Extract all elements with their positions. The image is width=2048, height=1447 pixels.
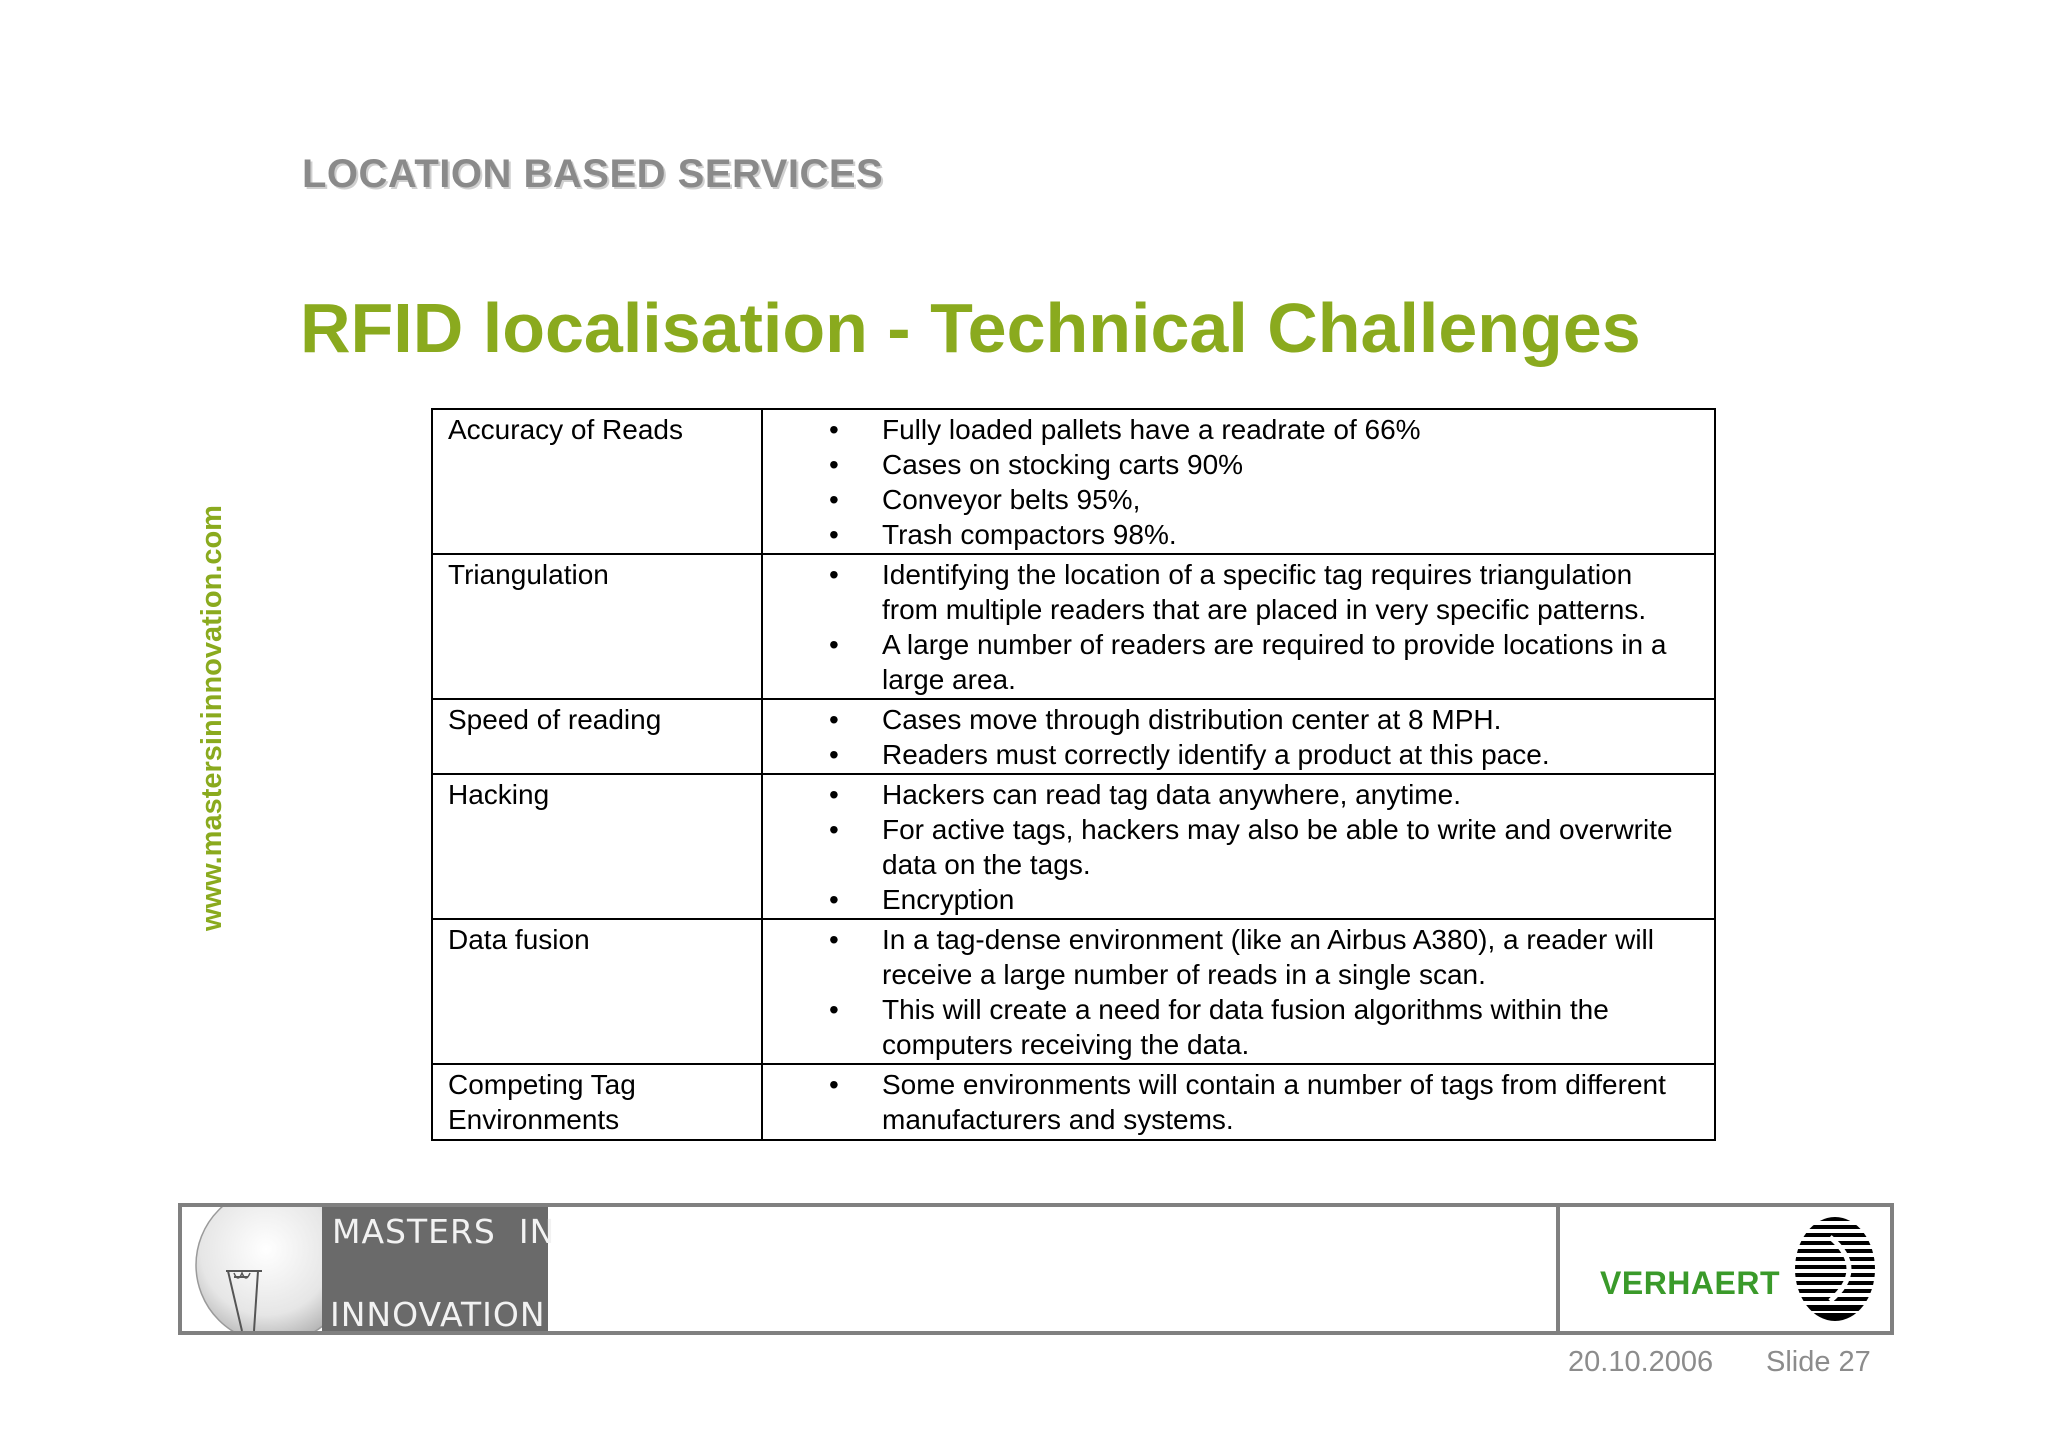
bullet-item: • This will create a need for data fusion algorithms within the computers receiving the data.	[763, 992, 1694, 1062]
challenge-details	[762, 409, 1715, 554]
bullet-item: • A large number of readers are required to provide locations in a large area.	[763, 627, 1694, 697]
bullet-item: • Some environments will contain a number of tags from different manufacturers and systems.	[763, 1067, 1694, 1137]
slide-title: RFID localisation - Technical Challenges	[300, 289, 1641, 367]
verhaert-logo-icon	[1790, 1215, 1880, 1328]
masters-line-2: INNOVATION	[330, 1295, 546, 1334]
bullet-item: • Cases move through distribution center at 8 MPH.	[763, 702, 1694, 737]
bullet-item: • Encryption	[763, 882, 1694, 917]
side-url: www.mastersininnovation.com	[196, 505, 228, 931]
bullet-item: • Identifying the location of a specific tag requires triangulation from multiple readers that are placed in very specific patterns.	[763, 557, 1694, 627]
slide-date: 20.10.2006	[1568, 1346, 1714, 1378]
bullet-item: • Cases on stocking carts 90%	[763, 447, 1694, 482]
section-title: LOCATION BASED SERVICES	[302, 152, 884, 196]
bullet-list	[763, 920, 1714, 1063]
bullet-item: • Trash compactors 98%.	[763, 517, 1694, 552]
footer-banner	[178, 1203, 1894, 1335]
challenge-topic: Competing Tag Environments	[432, 1064, 762, 1140]
challenge-topic: Data fusion	[432, 919, 762, 1064]
bullet-item: • For active tags, hackers may also be able to write and overwrite data on the tags.	[763, 812, 1694, 882]
table-row	[432, 919, 1715, 1064]
slide-number: Slide 27	[1766, 1346, 1871, 1378]
footer-divider	[1556, 1207, 1560, 1331]
masters-line-1: MASTERS IN	[332, 1212, 556, 1251]
challenge-topic: Hacking	[432, 774, 762, 919]
challenge-details	[762, 919, 1715, 1064]
table-row	[432, 554, 1715, 699]
table-row	[432, 1064, 1715, 1140]
bullet-list	[763, 555, 1714, 698]
bullet-item: • Hackers can read tag data anywhere, anytime.	[763, 777, 1694, 812]
challenge-topic: Speed of reading	[432, 699, 762, 774]
table-row	[432, 774, 1715, 919]
bullet-list	[763, 775, 1714, 918]
bullet-item: • Fully loaded pallets have a readrate of 66%	[763, 412, 1694, 447]
bullet-item: • Conveyor belts 95%,	[763, 482, 1694, 517]
challenge-details	[762, 1064, 1715, 1140]
challenge-details	[762, 774, 1715, 919]
challenge-topic: Triangulation	[432, 554, 762, 699]
table-row	[432, 699, 1715, 774]
bullet-item: • In a tag-dense environment (like an Airbus A380), a reader will receive a large number of reads in a single scan.	[763, 922, 1694, 992]
challenge-details	[762, 554, 1715, 699]
bullet-list	[763, 700, 1714, 773]
bullet-list	[763, 1065, 1714, 1138]
challenge-topic: Accuracy of Reads	[432, 409, 762, 554]
masters-in-innovation-logo	[322, 1207, 556, 1334]
verhaert-wordmark: VERHAERT	[1600, 1265, 1781, 1301]
challenge-details	[762, 699, 1715, 774]
bullet-list	[763, 410, 1714, 553]
lightbulb-icon	[182, 1207, 322, 1331]
challenges-table	[431, 408, 1716, 1141]
table-row	[432, 409, 1715, 554]
bullet-item: • Readers must correctly identify a product at this pace.	[763, 737, 1694, 772]
